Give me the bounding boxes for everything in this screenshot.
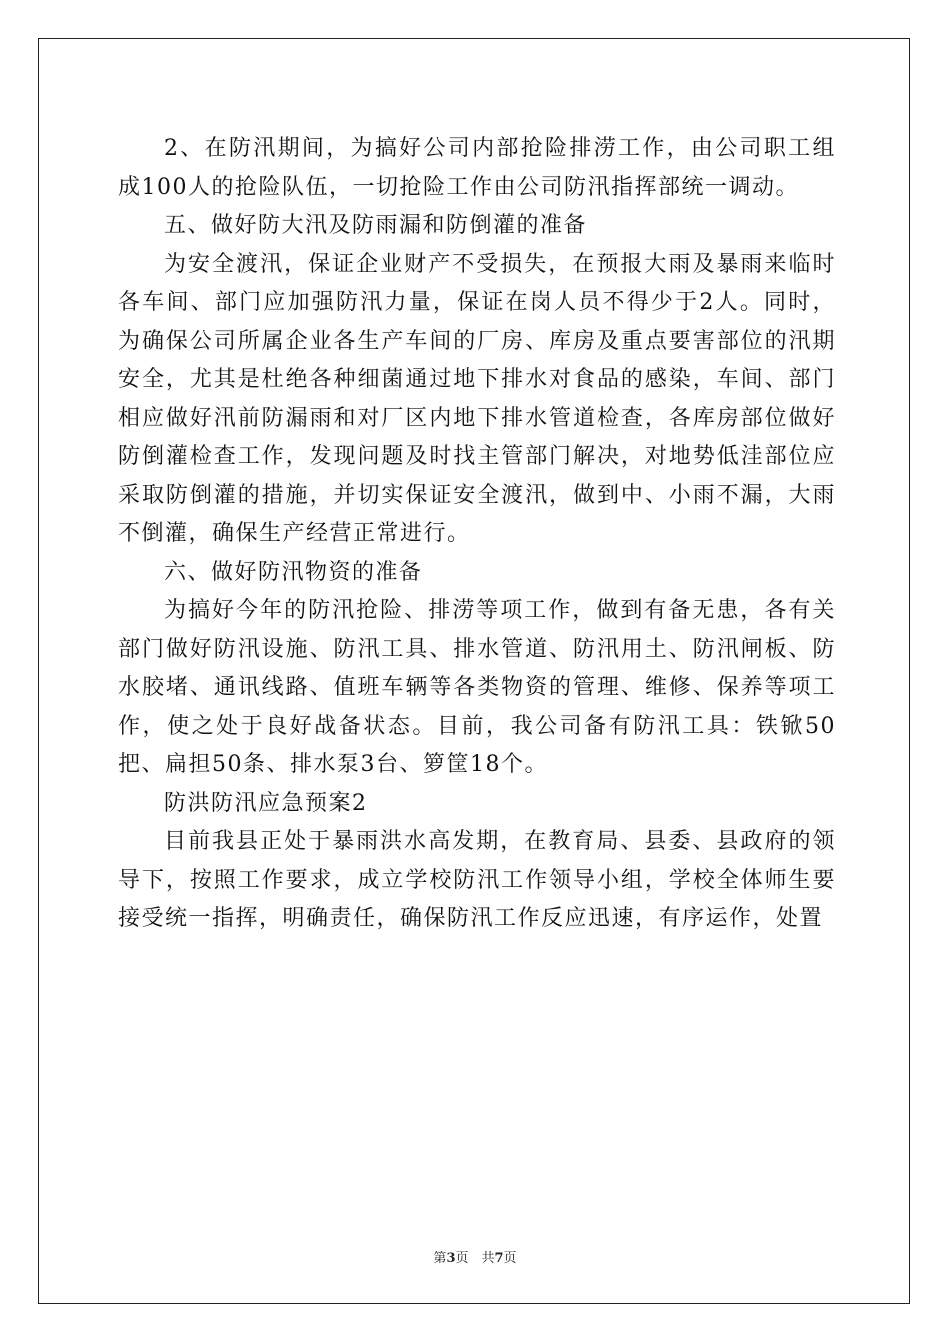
page-total: 7 (494, 1251, 504, 1266)
paragraph-supplies: 为搞好今年的防汛抢险、排涝等项工作，做到有备无患，各有关部门做好防汛设施、防汛工具、排水管道、防汛用土、防汛闸板、防水胶堵、通讯线路、值班车辆等各类物资的管理、维修、保养等项工作，使之处于良好战备状态。目前，我公司备有防汛工具：铁锨50把、扁担50条、排水泵3台、箩筐18个。 (118, 598, 836, 777)
section-heading-six: 六、做好防汛物资的准备 (164, 559, 423, 585)
paragraph-flood-team: 2、在防汛期间，为搞好公司内部抢险排涝工作，由公司职工组成100人的抢险队伍，一切抢险工作由公司防汛指挥部统一调动。 (118, 136, 836, 200)
page-prefix: 第 (433, 1251, 447, 1266)
page-suffix: 页 (503, 1251, 517, 1266)
paragraph-rain-prevention: 为安全渡汛，保证企业财产不受损失，在预报大雨及暴雨来临时各车间、部门应加强防汛力量，保证在岗人员不得少于2人。同时，为确保公司所属企业各生产车间的厂房、库房及重点要害部位的汛期安全，尤其是杜绝各种细菌通过地下排水对食品的感染，车间、部门相应做好汛前防漏雨和对厂区内地下排水管道检查，各库房部位做好防倒灌检查工作，发现问题及时找主管部门解决，对地势低洼部位应采取防倒灌的措施，并切实保证安全渡汛，做到中、小雨不漏，大雨不倒灌，确保生产经营正常进行。 (118, 251, 836, 546)
page-current: 3 (446, 1251, 456, 1266)
plan-title: 防洪防汛应急预案2 (164, 790, 368, 816)
document-body (118, 130, 836, 939)
page-mid: 页 共 (455, 1251, 495, 1266)
page-footer (0, 1247, 950, 1266)
section-heading-five: 五、做好防大汛及防雨漏和防倒灌的准备 (164, 213, 588, 238)
paragraph-school-plan: 目前我县正处于暴雨洪水高发期，在教育局、县委、县政府的领导下，按照工作要求，成立学校防汛工作领导小组，学校全体师生要接受统一指挥，明确责任，确保防汛工作反应迅速，有序运作，处置 (118, 829, 836, 931)
